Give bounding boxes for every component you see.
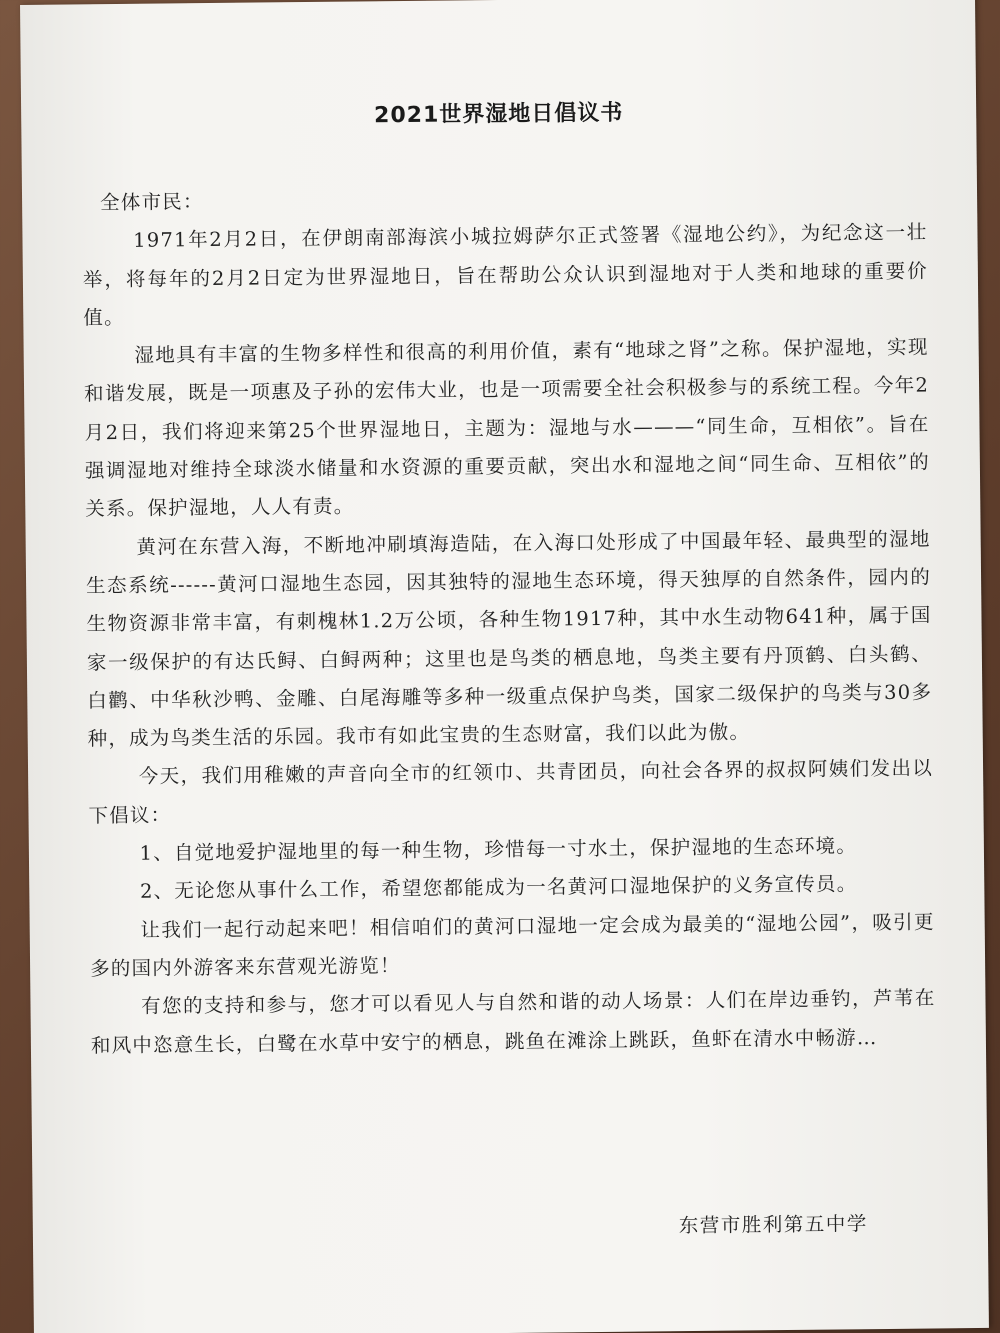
proposal-item-1: 1、自觉地爱护湿地里的每一种生物，珍惜每一寸水土，保护湿地的生态环境。 (139, 834, 858, 865)
paper-sheet (20, 0, 989, 1333)
paragraph-proposal-intro: 今天，我们用稚嫩的声音向全市的红领巾、共青团员，向社会各界的叔叔阿姨们发出以下倡议： (88, 756, 934, 828)
paragraph-call-to-action: 让我们一起行动起来吧！相信咱们的黄河口湿地一定会成为最美的“湿地公园”，吸引更多的国内外游客来东营观光游览！ (90, 910, 935, 981)
paragraph-closing-vision: 有您的支持和参与，您才可以看见人与自然和谐的动人场景：人们在岸边垂钓，芦苇在和风中恣意生长，白鹭在水草中安宁的栖息，跳鱼在滩涂上跳跃，鱼虾在清水中畅游… (90, 986, 936, 1057)
salutation: 全体市民： (99, 190, 204, 215)
document-body (82, 176, 936, 1066)
proposal-item-2: 2、无论您从事什么工作，希望您都能成为一名黄河口湿地保护的义务宣传员。 (139, 872, 858, 904)
signature: 东营市胜利第五中学 (678, 1212, 868, 1238)
paragraph-yellow-river-delta: 黄河在东营入海，不断地冲刷填海造陆，在入海口处形成了中国最年轻、最典型的湿地生态系统------黄河口湿地生态园，因其独特的湿地生态环境，得天独厚的自然条件，园内的生物资源非常丰富，有刺槐林1.2万公顷，各种生物1917种，其中水生动物641种，属于国家一级保护的有达氏鲟、白鲟两种；这里也是鸟类的栖息地，鸟类主要有丹顶鹤、白头鹤、白鹳、中华秋沙鸭、金雕、白尾海雕等多种一级重点保护鸟类，国家二级保护的鸟类与30多种，成为鸟类生活的乐园。我市有如此宝贵的生态财富，我们以此为傲。 (85, 527, 933, 751)
paragraph-wetland-value: 湿地具有丰富的生物多样性和很高的利用价值，素有“地球之肾”之称。保护湿地，实现和谐发展，既是一项惠及子孙的宏伟大业，也是一项需要全社会积极参与的系统工程。今年2月2日，我们将迎来第25个世界湿地日，主题为：湿地与水———“同生命，互相依”。旨在强调湿地对维持全球淡水储量和水资源的重要贡献，突出水和湿地之间“同生命、互相依”的关系。保护湿地，人人有责。 (83, 335, 930, 521)
document-title: 2021世界湿地日倡议书 (373, 100, 624, 129)
paragraph-history: 1971年2月2日，在伊朗南部海滨小城拉姆萨尔正式签署《湿地公约》，为纪念这一壮举，将每年的2月2日定为世界湿地日，旨在帮助公众认识到湿地对于人类和地球的重要价值。 (82, 220, 928, 330)
